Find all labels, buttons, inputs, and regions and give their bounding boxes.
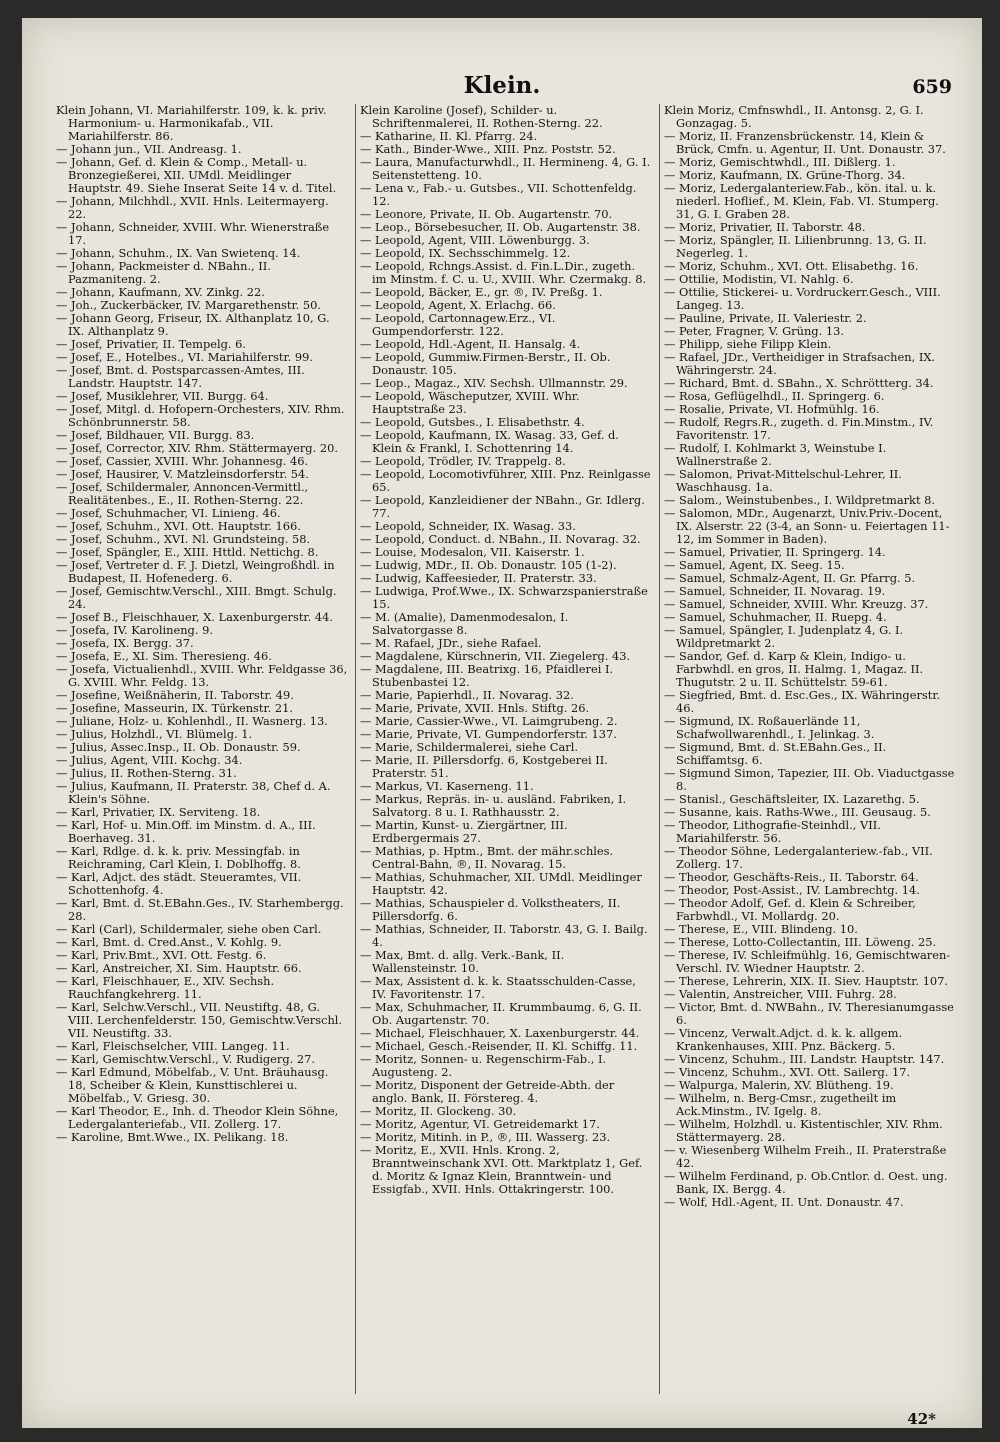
directory-entry: — Salom., Weinstubenbes., I. Wildpretmarkt 8. [664, 493, 936, 507]
directory-entry: — Josefa, IV. Karolineng. 9. [56, 623, 213, 637]
directory-entry: — Mathias, Schuhmacher, XII. UMdl. Meidlinger Hauptstr. 42. [360, 870, 642, 897]
directory-entry: — Josef, Mitgl. d. Hofopern-Orchesters, XIV. Rhm. Schönbrunnerstr. 58. [56, 402, 345, 429]
directory-entry: — Joh., Zuckerbäcker, IV. Margarethenstr. 50. [56, 298, 321, 312]
directory-entry: — Max, Schuhmacher, II. Krummbaumg. 6, G. II. Ob. Augartenstr. 70. [360, 1000, 642, 1027]
directory-entry: — Ottilie, Modistin, VI. Nahlg. 6. [664, 272, 854, 286]
directory-entry: — Magdalene, Kürschnerin, VII. Ziegelerg. 43. [360, 649, 631, 663]
directory-entry: — Karl, Privatier, IX. Serviteng. 18. [56, 805, 261, 819]
directory-entry: — Mathias, Schneider, II. Taborstr. 43, G. I. Bailg. 4. [360, 922, 648, 949]
directory-entry: — Karl, Bmt. d. Cred.Anst., V. Kohlg. 9. [56, 935, 282, 949]
directory-entry: — Julius, Kaufmann, II. Praterstr. 38, Chef d. A. Klein's Söhne. [56, 779, 331, 806]
directory-entry: — Karoline, Bmt.Wwe., IX. Pelikang. 18. [56, 1130, 289, 1144]
directory-entry: — Martin, Kunst- u. Ziergärtner, III. Erdbergermais 27. [360, 818, 568, 845]
directory-entry: — Leopold, Agent, VIII. Löwenburgg. 3. [360, 233, 590, 247]
directory-entry: — Moritz, Disponent der Getreide-Abth. der anglo. Bank, II. Förstereg. 4. [360, 1078, 615, 1105]
directory-entry: — Julius, Holzhdl., VI. Blümelg. 1. [56, 727, 253, 741]
directory-entry: — Juliane, Holz- u. Kohlenhdl., II. Wasnerg. 13. [56, 714, 328, 728]
directory-entry: — Mathias, p. Hptm., Bmt. der mähr.schles. Central-Bahn, ®, II. Novarag. 15. [360, 844, 614, 871]
directory-entry: — Theodor, Post-Assist., IV. Lambrechtg. 14. [664, 883, 920, 897]
directory-entry: — Karl, Hof- u. Min.Off. im Minstm. d. A., III. Boerhaveg. 31. [56, 818, 316, 845]
directory-entry: — Salomon, Privat-Mittelschul-Lehrer, II. Waschhausg. 1a. [664, 467, 902, 494]
directory-entry: — Josef, Schuhm., XVI. Ott. Hauptstr. 166. [56, 519, 301, 533]
directory-entry: — Wilhelm, n. Berg-Cmsr., zugetheilt im Ack.Minstm., IV. Igelg. 8. [664, 1091, 897, 1118]
directory-entry: — Marie, II. Pillersdorfg. 6, Kostgeberei II. Praterstr. 51. [360, 753, 608, 780]
directory-entry: — Pauline, Private, II. Valeriestr. 2. [664, 311, 867, 325]
directory-entry: — Johann, Packmeister d. NBahn., II. Pazmaniteng. 2. [56, 259, 271, 286]
directory-entry: — Leopold, Gummiw.Firmen-Berstr., II. Ob. Donaustr. 105. [360, 350, 611, 377]
directory-entry: — Rosalie, Private, VI. Hofmühlg. 16. [664, 402, 880, 416]
directory-entry: — Johann, Kaufmann, XV. Zinkg. 22. [56, 285, 265, 299]
directory-entry: — Max, Assistent d. k. k. Staatsschulden-Casse, IV. Favoritenstr. 17. [360, 974, 636, 1001]
directory-entry: — Vincenz, Schuhm., XVI. Ott. Sailerg. 17. [664, 1065, 911, 1079]
directory-entry: — Marie, Private, XVII. Hnls. Stiftg. 26. [360, 701, 590, 715]
directory-entry: — Samuel, Spängler, I. Judenplatz 4, G. I. Wildpretmarkt 2. [664, 623, 904, 650]
directory-entry: — Moriz, Gemischtwhdl., III. Dißlerg. 1. [664, 155, 896, 169]
directory-entry: — Marie, Cassier-Wwe., VI. Laimgrubeng. 2. [360, 714, 618, 728]
directory-entry: — Leopold, Conduct. d. NBahn., II. Novarag. 32. [360, 532, 641, 546]
directory-entry: — Salomon, MDr., Augenarzt, Univ.Priv.-Docent, IX. Alserstr. 22 (3-4, an Sonn- u. Feiertagen 11-12, im Sommer in Baden). [664, 506, 950, 546]
directory-entry: — Theodor Adolf, Gef. d. Klein & Schreiber, Farbwhdl., VI. Mollardg. 20. [664, 896, 916, 923]
directory-entry: — Johann, Schneider, XVIII. Whr. Wienerstraße 17. [56, 220, 330, 247]
directory-entry: — Max, Bmt. d. allg. Verk.-Bank, II. Wallensteinstr. 10. [360, 948, 565, 975]
column-3 [664, 104, 956, 1404]
directory-entry: — Josefa, Victualienhdl., XVIII. Whr. Feldgasse 36, G. XVIII. Whr. Feldg. 13. [56, 662, 348, 689]
directory-entry: — Moriz, Privatier, II. Taborstr. 48. [664, 220, 866, 234]
directory-entry: — Rafael, JDr., Vertheidiger in Strafsachen, IX. Währingerstr. 24. [664, 350, 936, 377]
directory-entry: — Rudolf, I. Kohlmarkt 3, Weinstube I. Wallnerstraße 2. [664, 441, 887, 468]
column-2 [360, 104, 652, 1404]
directory-entry: — Johann, Schuhm., IX. Van Swietenq. 14. [56, 246, 301, 260]
directory-entry: — Katharine, II. Kl. Pfarrg. 24. [360, 129, 538, 143]
directory-columns [56, 104, 966, 1404]
directory-entry: — Moriz, Spängler, II. Lilienbrunng. 13, G. II. Negerleg. 1. [664, 233, 927, 260]
signature-mark: 42* [907, 1410, 936, 1428]
directory-entry: — Karl, Priv.Bmt., XVI. Ott. Festg. 6. [56, 948, 267, 962]
directory-entry: — Josefine, Masseurin, IX. Türkenstr. 21. [56, 701, 294, 715]
directory-entry: — Philipp, siehe Filipp Klein. [664, 337, 832, 351]
directory-entry: — Leopold, Wäscheputzer, XVIII. Whr. Hauptstraße 23. [360, 389, 580, 416]
directory-entry: — Josef, Gemischtw.Verschl., XIII. Bmgt. Schulg. 24. [56, 584, 337, 611]
page-header [22, 18, 982, 99]
directory-entry: — Magdalene, III. Beatrixg. 16, Pfaidlerei I. Stubenbastei 12. [360, 662, 614, 689]
directory-entry: — Rosa, Geflügelhdl., II. Springerg. 6. [664, 389, 885, 403]
directory-entry: — Johann Georg, Friseur, IX. Althanplatz 10, G. IX. Althanplatz 9. [56, 311, 330, 338]
directory-entry: — Wilhelm Ferdinand, p. Ob.Cntlor. d. Oest. ung. Bank, IX. Bergg. 4. [664, 1169, 948, 1196]
directory-entry: — Josefine, Weißnäherin, II. Taborstr. 49. [56, 688, 294, 702]
directory-entry: Klein Johann, VI. Mariahilferstr. 109, k. k. priv. Harmonium- u. Harmonikafab., VII. Mariahilferstr. 86. [56, 104, 327, 143]
directory-entry: — Victor, Bmt. d. NWBahn., IV. Theresianumgasse 6. [664, 1000, 954, 1027]
directory-entry: — Susanne, kais. Raths-Wwe., III. Geusaug. 5. [664, 805, 931, 819]
directory-entry: — Leonore, Private, II. Ob. Augartenstr. 70. [360, 207, 613, 221]
directory-entry: — Wilhelm, Holzhdl. u. Kistentischler, XIV. Rhm. Stättermayerg. 28. [664, 1117, 943, 1144]
directory-entry: — Marie, Papierhdl., II. Novarag. 32. [360, 688, 574, 702]
directory-entry: — Leopold, Rchngs.Assist. d. Fin.L.Dir., zugeth. im Minstm. f. C. u. U., XVIII. Whr. Czermakg. 8. [360, 259, 647, 286]
directory-entry: — Sigmund, Bmt. d. St.EBahn.Ges., II. Schiffamtsg. 6. [664, 740, 887, 767]
directory-entry: — Samuel, Agent, IX. Seeg. 15. [664, 558, 845, 572]
directory-entry: — Moritz, E., XVII. Hnls. Krong. 2, Branntweinschank XVI. Ott. Marktplatz 1, Gef. d. Moritz & Ignaz Klein, Branntwein- und Essigfab., XVII. Hnls. Ottakringerstr. 100. [360, 1143, 643, 1196]
directory-entry: — Leopold, Gutsbes., I. Elisabethstr. 4. [360, 415, 585, 429]
directory-entry: — Leop., Magaz., XIV. Sechsh. Ullmannstr. 29. [360, 376, 628, 390]
directory-entry: — Karl, Selchw.Verschl., VII. Neustiftg. 48, G. VIII. Lerchenfelderstr. 150, Gemischtw.Verschl. VII. Neustiftg. 33. [56, 1000, 343, 1040]
directory-entry: — Johann jun., VII. Andreasg. 1. [56, 142, 242, 156]
directory-entry: — Karl, Adjct. des städt. Steueramtes, VII. Schottenhofg. 4. [56, 870, 302, 897]
directory-entry: — Sigmund Simon, Tapezier, III. Ob. Viaductgasse 8. [664, 766, 955, 793]
directory-entry: — Karl, Anstreicher, XI. Sim. Hauptstr. 66. [56, 961, 302, 975]
directory-entry: — Josef, Hausirer, V. Matzleinsdorferstr. 54. [56, 467, 309, 481]
directory-entry: — Therese, Lotto-Collectantin, III. Löweng. 25. [664, 935, 937, 949]
directory-entry: — Vincenz, Schuhm., III. Landstr. Hauptstr. 147. [664, 1052, 945, 1066]
directory-entry: — Julius, Assec.Insp., II. Ob. Donaustr. 59. [56, 740, 301, 754]
directory-entry: — Josef, Bmt. d. Postsparcassen-Amtes, III. Landstr. Hauptstr. 147. [56, 363, 305, 390]
directory-entry: — Leopold, Kaufmann, IX. Wasag. 33, Gef. d. Klein & Frankl, I. Schottenring 14. [360, 428, 619, 455]
directory-entry: — Moritz, Agentur, VI. Getreidemarkt 17. [360, 1117, 600, 1131]
directory-entry: — Rudolf, Regrs.R., zugeth. d. Fin.Minstm., IV. Favoritenstr. 17. [664, 415, 934, 442]
directory-entry: — Josef, Corrector, XIV. Rhm. Stättermayerg. 20. [56, 441, 338, 455]
directory-entry: — Karl, Fleischhauer, E., XIV. Sechsh. Rauchfangkehrerg. 11. [56, 974, 275, 1001]
directory-entry: — Siegfried, Bmt. d. Esc.Ges., IX. Währingerstr. 46. [664, 688, 941, 715]
directory-entry: — Vincenz, Verwalt.Adjct. d. k. k. allgem. Krankenhauses, XIII. Pnz. Bäckerg. 5. [664, 1026, 903, 1053]
directory-entry: — Samuel, Schneider, XVIII. Whr. Kreuzg. 37. [664, 597, 929, 611]
directory-entry: — Julius, II. Rothen-Sterng. 31. [56, 766, 237, 780]
directory-entry: — Laura, Manufacturwhdl., II. Hermineng. 4, G. I. Seitenstetteng. 10. [360, 155, 651, 182]
directory-entry: — Lena v., Fab.- u. Gutsbes., VII. Schottenfeldg. 12. [360, 181, 637, 208]
directory-entry: — Josef, Bildhauer, VII. Burgg. 83. [56, 428, 255, 442]
directory-entry: — Josef, Schuhmacher, VI. Linieng. 46. [56, 506, 281, 520]
directory-entry: — Josefa, E., XI. Sim. Theresieng. 46. [56, 649, 272, 663]
directory-entry: — Josef, Schuhm., XVI. Nl. Grundsteing. 58. [56, 532, 311, 546]
directory-entry: — Mathias, Schauspieler d. Volkstheaters, II. Pillersdorfg. 6. [360, 896, 621, 923]
directory-entry: — Walpurga, Malerin, XV. Blütheng. 19. [664, 1078, 894, 1092]
directory-entry: — Therese, IV. Schleifmühlg. 16, Gemischtwaren-Verschl. IV. Wiedner Hauptstr. 2. [664, 948, 951, 975]
directory-entry: — Leopold, Hdl.-Agent, II. Hansalg. 4. [360, 337, 581, 351]
column-divider [355, 104, 356, 1394]
directory-entry: — Ludwig, Kaffeesieder, II. Praterstr. 33. [360, 571, 597, 585]
directory-entry: — Josef B., Fleischhauer, X. Laxenburgerstr. 44. [56, 610, 333, 624]
directory-entry: — M. (Amalie), Damenmodesalon, I. Salvatorgasse 8. [360, 610, 569, 637]
directory-entry: — Josef, Cassier, XVIII. Whr. Johannesg. 46. [56, 454, 309, 468]
directory-entry: — Leop., Börsebesucher, II. Ob. Augartenstr. 38. [360, 220, 641, 234]
column-1 [56, 104, 348, 1404]
directory-entry: — Richard, Bmt. d. SBahn., X. Schröttterg. 34. [664, 376, 934, 390]
directory-entry: — Peter, Fragner, V. Grüng. 13. [664, 324, 844, 338]
directory-entry: — v. Wiesenberg Wilhelm Freih., II. Praterstraße 42. [664, 1143, 947, 1170]
directory-entry: — Karl Theodor, E., Inh. d. Theodor Klein Söhne, Ledergalanteriefab., VII. Zollerg. 17. [56, 1104, 339, 1131]
directory-entry: — Marie, Private, VI. Gumpendorferstr. 137. [360, 727, 617, 741]
directory-entry: — Josefa, IX. Bergg. 37. [56, 636, 194, 650]
directory-entry: — Michael, Fleischhauer, X. Laxenburgerstr. 44. [360, 1026, 640, 1040]
directory-entry: — Josef, Schildermaler, Annoncen-Vermittl., Realitätenbes., E., II. Rothen-Sterng. 22. [56, 480, 309, 507]
directory-entry: — Leopold, Agent, X. Erlachg. 66. [360, 298, 556, 312]
directory-entry: — Moriz, Kaufmann, IX. Grüne-Thorg. 34. [664, 168, 906, 182]
directory-entry: — Leopold, Bäcker, E., gr. ®, IV. Preßg. 1. [360, 285, 603, 299]
directory-entry: — Theodor, Lithografie-Steinhdl., VII. Mariahilferstr. 56. [664, 818, 881, 845]
directory-entry: — Leopold, Kanzleidiener der NBahn., Gr. Idlerg. 77. [360, 493, 645, 520]
directory-entry: — Valentin, Anstreicher, VIII. Fuhrg. 28. [664, 987, 897, 1001]
column-divider [659, 104, 660, 1394]
directory-entry: — Kath., Binder-Wwe., XIII. Pnz. Poststr. 52. [360, 142, 616, 156]
directory-entry: — Moritz, II. Glockeng. 30. [360, 1104, 517, 1118]
directory-entry: — Johann, Milchhdl., XVII. Hnls. Leitermayerg. 22. [56, 194, 329, 221]
directory-entry: — Karl, Gemischtw.Verschl., V. Rudigerg. 27. [56, 1052, 315, 1066]
directory-entry: — Leopold, Trödler, IV. Trappelg. 8. [360, 454, 566, 468]
directory-entry: — Samuel, Privatier, II. Springerg. 14. [664, 545, 886, 559]
directory-entry: — Marie, Schildermalerei, siehe Carl. [360, 740, 579, 754]
directory-entry: — Moriz, Ledergalanteriew.Fab., kön. ital. u. k. niederl. Hoflief., M. Klein, Fab. VI. Stumperg. 31, G. I. Graben 28. [664, 181, 939, 221]
directory-entry: — Karl, Fleischselcher, VIII. Langeg. 11. [56, 1039, 290, 1053]
directory-entry: — M. Rafael, JDr., siehe Rafael. [360, 636, 542, 650]
directory-entry: — Ludwiga, Prof.Wwe., IX. Schwarzspanierstraße 15. [360, 584, 648, 611]
directory-entry: Klein Moriz, Cmfnswhdl., II. Antonsg. 2, G. I. Gonzagag. 5. [664, 104, 924, 130]
directory-entry: — Michael, Gesch.-Reisender, II. Kl. Schiffg. 11. [360, 1039, 638, 1053]
directory-entry: — Ottilie, Stickerei- u. Vordruckerr.Gesch., VIII. Langeg. 13. [664, 285, 941, 312]
directory-entry: — Leopold, Locomotivführer, XIII. Pnz. Reinlgasse 65. [360, 467, 651, 494]
directory-entry: — Moritz, Sonnen- u. Regenschirm-Fab., I. Augusteng. 2. [360, 1052, 607, 1079]
directory-entry: — Markus, VI. Kaserneng. 11. [360, 779, 534, 793]
directory-entry: — Josef, Privatier, II. Tempelg. 6. [56, 337, 247, 351]
directory-entry: — Wolf, Hdl.-Agent, II. Unt. Donaustr. 47. [664, 1195, 904, 1209]
directory-entry: — Therese, Lehrerin, XIX. II. Siev. Hauptstr. 107. [664, 974, 949, 988]
page-title: Klein. [463, 72, 541, 99]
directory-entry: — Karl Edmund, Möbelfab., V. Unt. Bräuhausg. 18, Scheiber & Klein, Kunsttischlerei u. Möbelfab., V. Griesg. 30. [56, 1065, 329, 1105]
directory-entry: — Julius, Agent, VIII. Kochg. 34. [56, 753, 243, 767]
directory-entry: — Josef, Spängler, E., XIII. Httld. Nettichg. 8. [56, 545, 319, 559]
directory-entry: — Louise, Modesalon, VII. Kaiserstr. 1. [360, 545, 585, 559]
directory-entry: — Stanisl., Geschäftsleiter, IX. Lazarethg. 5. [664, 792, 920, 806]
directory-entry: — Ludwig, MDr., II. Ob. Donaustr. 105 (1-2). [360, 558, 617, 572]
directory-entry: Klein Karoline (Josef), Schilder- u. Schriftenmalerei, II. Rothen-Sterng. 22. [360, 104, 603, 130]
directory-entry: — Leopold, Schneider, IX. Wasag. 33. [360, 519, 576, 533]
page-number: 659 [912, 76, 952, 98]
directory-entry: — Moriz, Schuhm., XVI. Ott. Elisabethg. 16. [664, 259, 919, 273]
directory-entry: — Moritz, Mitinh. in P., ®, III. Wasserg. 23. [360, 1130, 611, 1144]
directory-entry: — Samuel, Schuhmacher, II. Ruepg. 4. [664, 610, 887, 624]
directory-entry: — Leopold, IX. Sechsschimmelg. 12. [360, 246, 571, 260]
directory-entry: — Leopold, Cartonnagew.Erz., VI. Gumpendorferstr. 122. [360, 311, 556, 338]
directory-entry: — Samuel, Schneider, II. Novarag. 19. [664, 584, 886, 598]
directory-page [22, 18, 982, 1428]
directory-entry: — Josef, E., Hotelbes., VI. Mariahilferstr. 99. [56, 350, 314, 364]
directory-entry: — Theodor, Geschäfts-Reis., II. Taborstr. 64. [664, 870, 919, 884]
directory-entry: — Karl, Rdlge. d. k. k. priv. Messingfab. in Reichraming, Carl Klein, I. Doblhoffg. 8. [56, 844, 301, 871]
directory-entry: — Johann, Gef. d. Klein & Comp., Metall- u. Bronzegießerei, XII. UMdl. Meidlinger Hauptstr. 49. Siehe Inserat Seite 14 v. d. Titel. [56, 155, 337, 195]
directory-entry: — Josef, Musiklehrer, VII. Burgg. 64. [56, 389, 269, 403]
directory-entry: — Therese, E., VIII. Blindeng. 10. [664, 922, 858, 936]
directory-entry: — Sandor, Gef. d. Karp & Klein, Indigo- u. Farbwhdl. en gros, II. Halmg. 1, Magaz. II. Thugutstr. 2 u. II. Schüttelstr. 59-61. [664, 649, 924, 689]
directory-entry: — Karl, Bmt. d. St.EBahn.Ges., IV. Starhembergg. 28. [56, 896, 344, 923]
directory-entry: — Sigmund, IX. Roßauerlände 11, Schafwollwarenhdl., I. Jelinkag. 3. [664, 714, 875, 741]
directory-entry: — Moriz, II. Franzensbrückenstr. 14, Klein & Brück, Cmfn. u. Agentur, II. Unt. Donaustr. 37. [664, 129, 946, 156]
directory-entry: — Theodor Söhne, Ledergalanteriew.-fab., VII. Zollerg. 17. [664, 844, 933, 871]
directory-entry: — Markus, Repräs. in- u. ausländ. Fabriken, I. Salvatorg. 8 u. I. Rathhausstr. 2. [360, 792, 627, 819]
directory-entry: — Samuel, Schmalz-Agent, II. Gr. Pfarrg. 5. [664, 571, 916, 585]
directory-entry: — Josef, Vertreter d. F. J. Dietzl, Weingroßhdl. in Budapest, II. Hofenederg. 6. [56, 558, 335, 585]
directory-entry: — Karl (Carl), Schildermaler, siehe oben Carl. [56, 922, 322, 936]
